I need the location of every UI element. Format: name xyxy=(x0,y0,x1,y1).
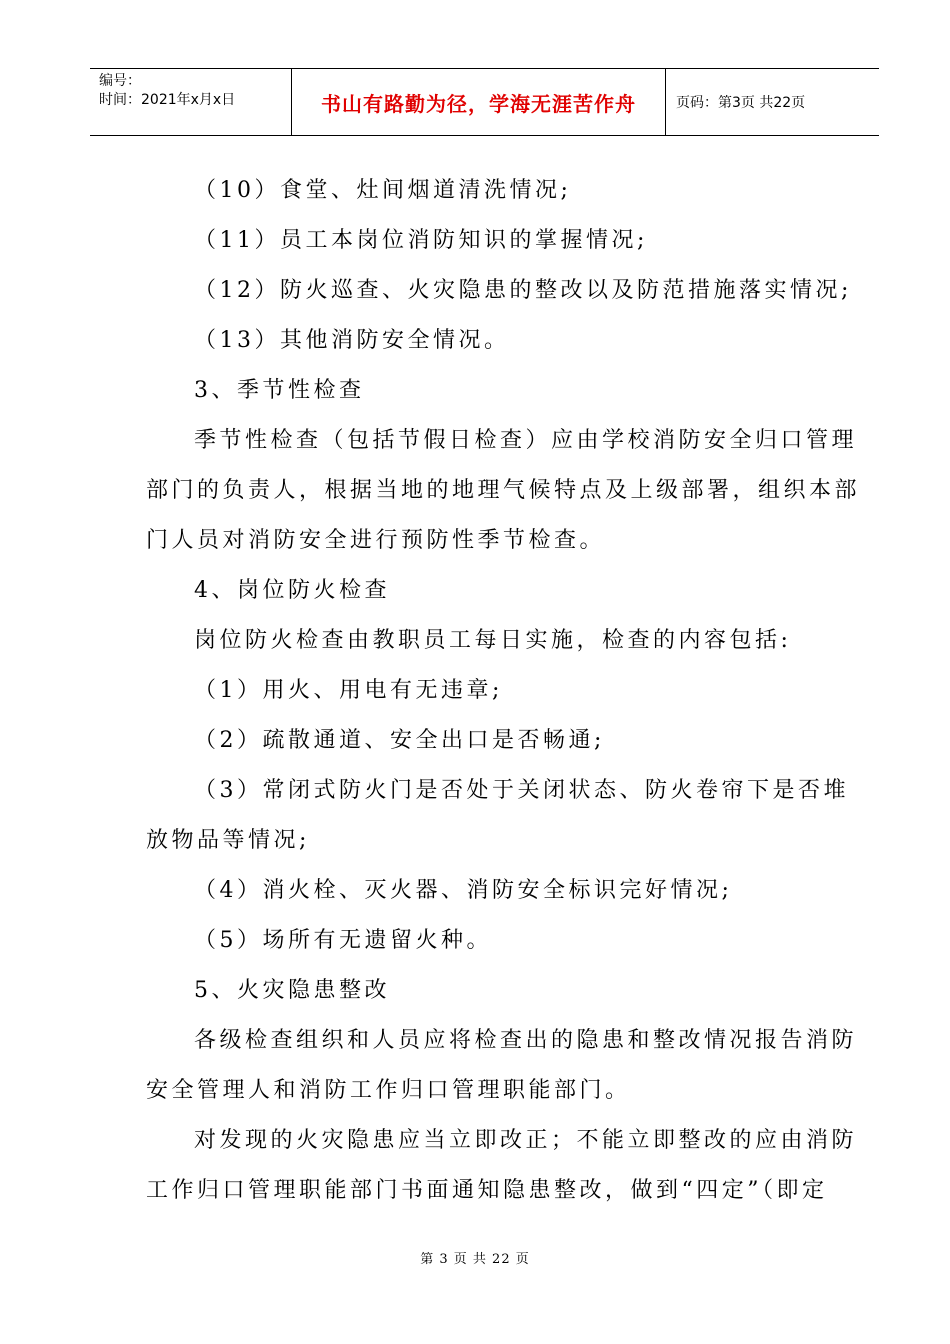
section-heading: 3、季节性检查 xyxy=(194,378,365,403)
header-meta xyxy=(90,69,292,135)
body-line: （3）常闭式防火门是否处于关闭状态、防火卷帘下是否堆 xyxy=(194,778,849,803)
body-line: （5）场所有无遗留火种。 xyxy=(194,928,492,953)
body-line: （4）消火栓、灭火器、消防安全标识完好情况; xyxy=(194,878,733,903)
body-line: 对发现的火灾隐患应当立即改正；不能立即整改的应由消防 xyxy=(194,1128,858,1153)
body-line: 安全管理人和消防工作归口管理职能部门。 xyxy=(146,1078,631,1103)
body-line: （1）用火、用电有无违章; xyxy=(194,678,503,703)
body-line: （2）疏散通道、安全出口是否畅通; xyxy=(194,728,605,753)
body-line: 季节性检查（包括节假日检查）应由学校消防安全归口管理 xyxy=(194,428,858,453)
body-line: （13）其他消防安全情况。 xyxy=(194,328,510,353)
header-page-info: 页码：第3页 共22页 xyxy=(676,95,806,111)
body-line: 工作归口管理职能部门书面通知隐患整改，做到“四定”（即定 xyxy=(146,1178,828,1203)
body-line: 各级检查组织和人员应将检查出的隐患和整改情况报告消防 xyxy=(194,1028,858,1053)
body-line: （11）员工本岗位消防知识的掌握情况; xyxy=(194,228,648,253)
header-motto: 书山有路勤为径，学海无涯苦作舟 xyxy=(292,69,666,135)
body-line: 放物品等情况; xyxy=(146,828,310,853)
body-line: 门人员对消防安全进行预防性季节检查。 xyxy=(146,528,606,553)
document-body xyxy=(146,166,861,1216)
number-label: 编号： xyxy=(99,73,141,89)
section-heading: 5、火灾隐患整改 xyxy=(194,978,390,1003)
body-line: （12）防火巡查、火灾隐患的整改以及防范措施落实情况; xyxy=(194,278,852,303)
body-line: 部门的负责人，根据当地的地理气候特点及上级部署，组织本部 xyxy=(146,478,861,503)
section-heading: 4、岗位防火检查 xyxy=(194,578,390,603)
body-line: 岗位防火检查由教职员工每日实施，检查的内容包括: xyxy=(194,628,792,653)
body-line: （10）食堂、灶间烟道清洗情况; xyxy=(194,178,572,203)
time-label: 时间：2021年x月x日 xyxy=(99,92,236,108)
page-footer: 第 3 页 共 22 页 xyxy=(420,1252,530,1267)
document-header xyxy=(90,68,879,136)
